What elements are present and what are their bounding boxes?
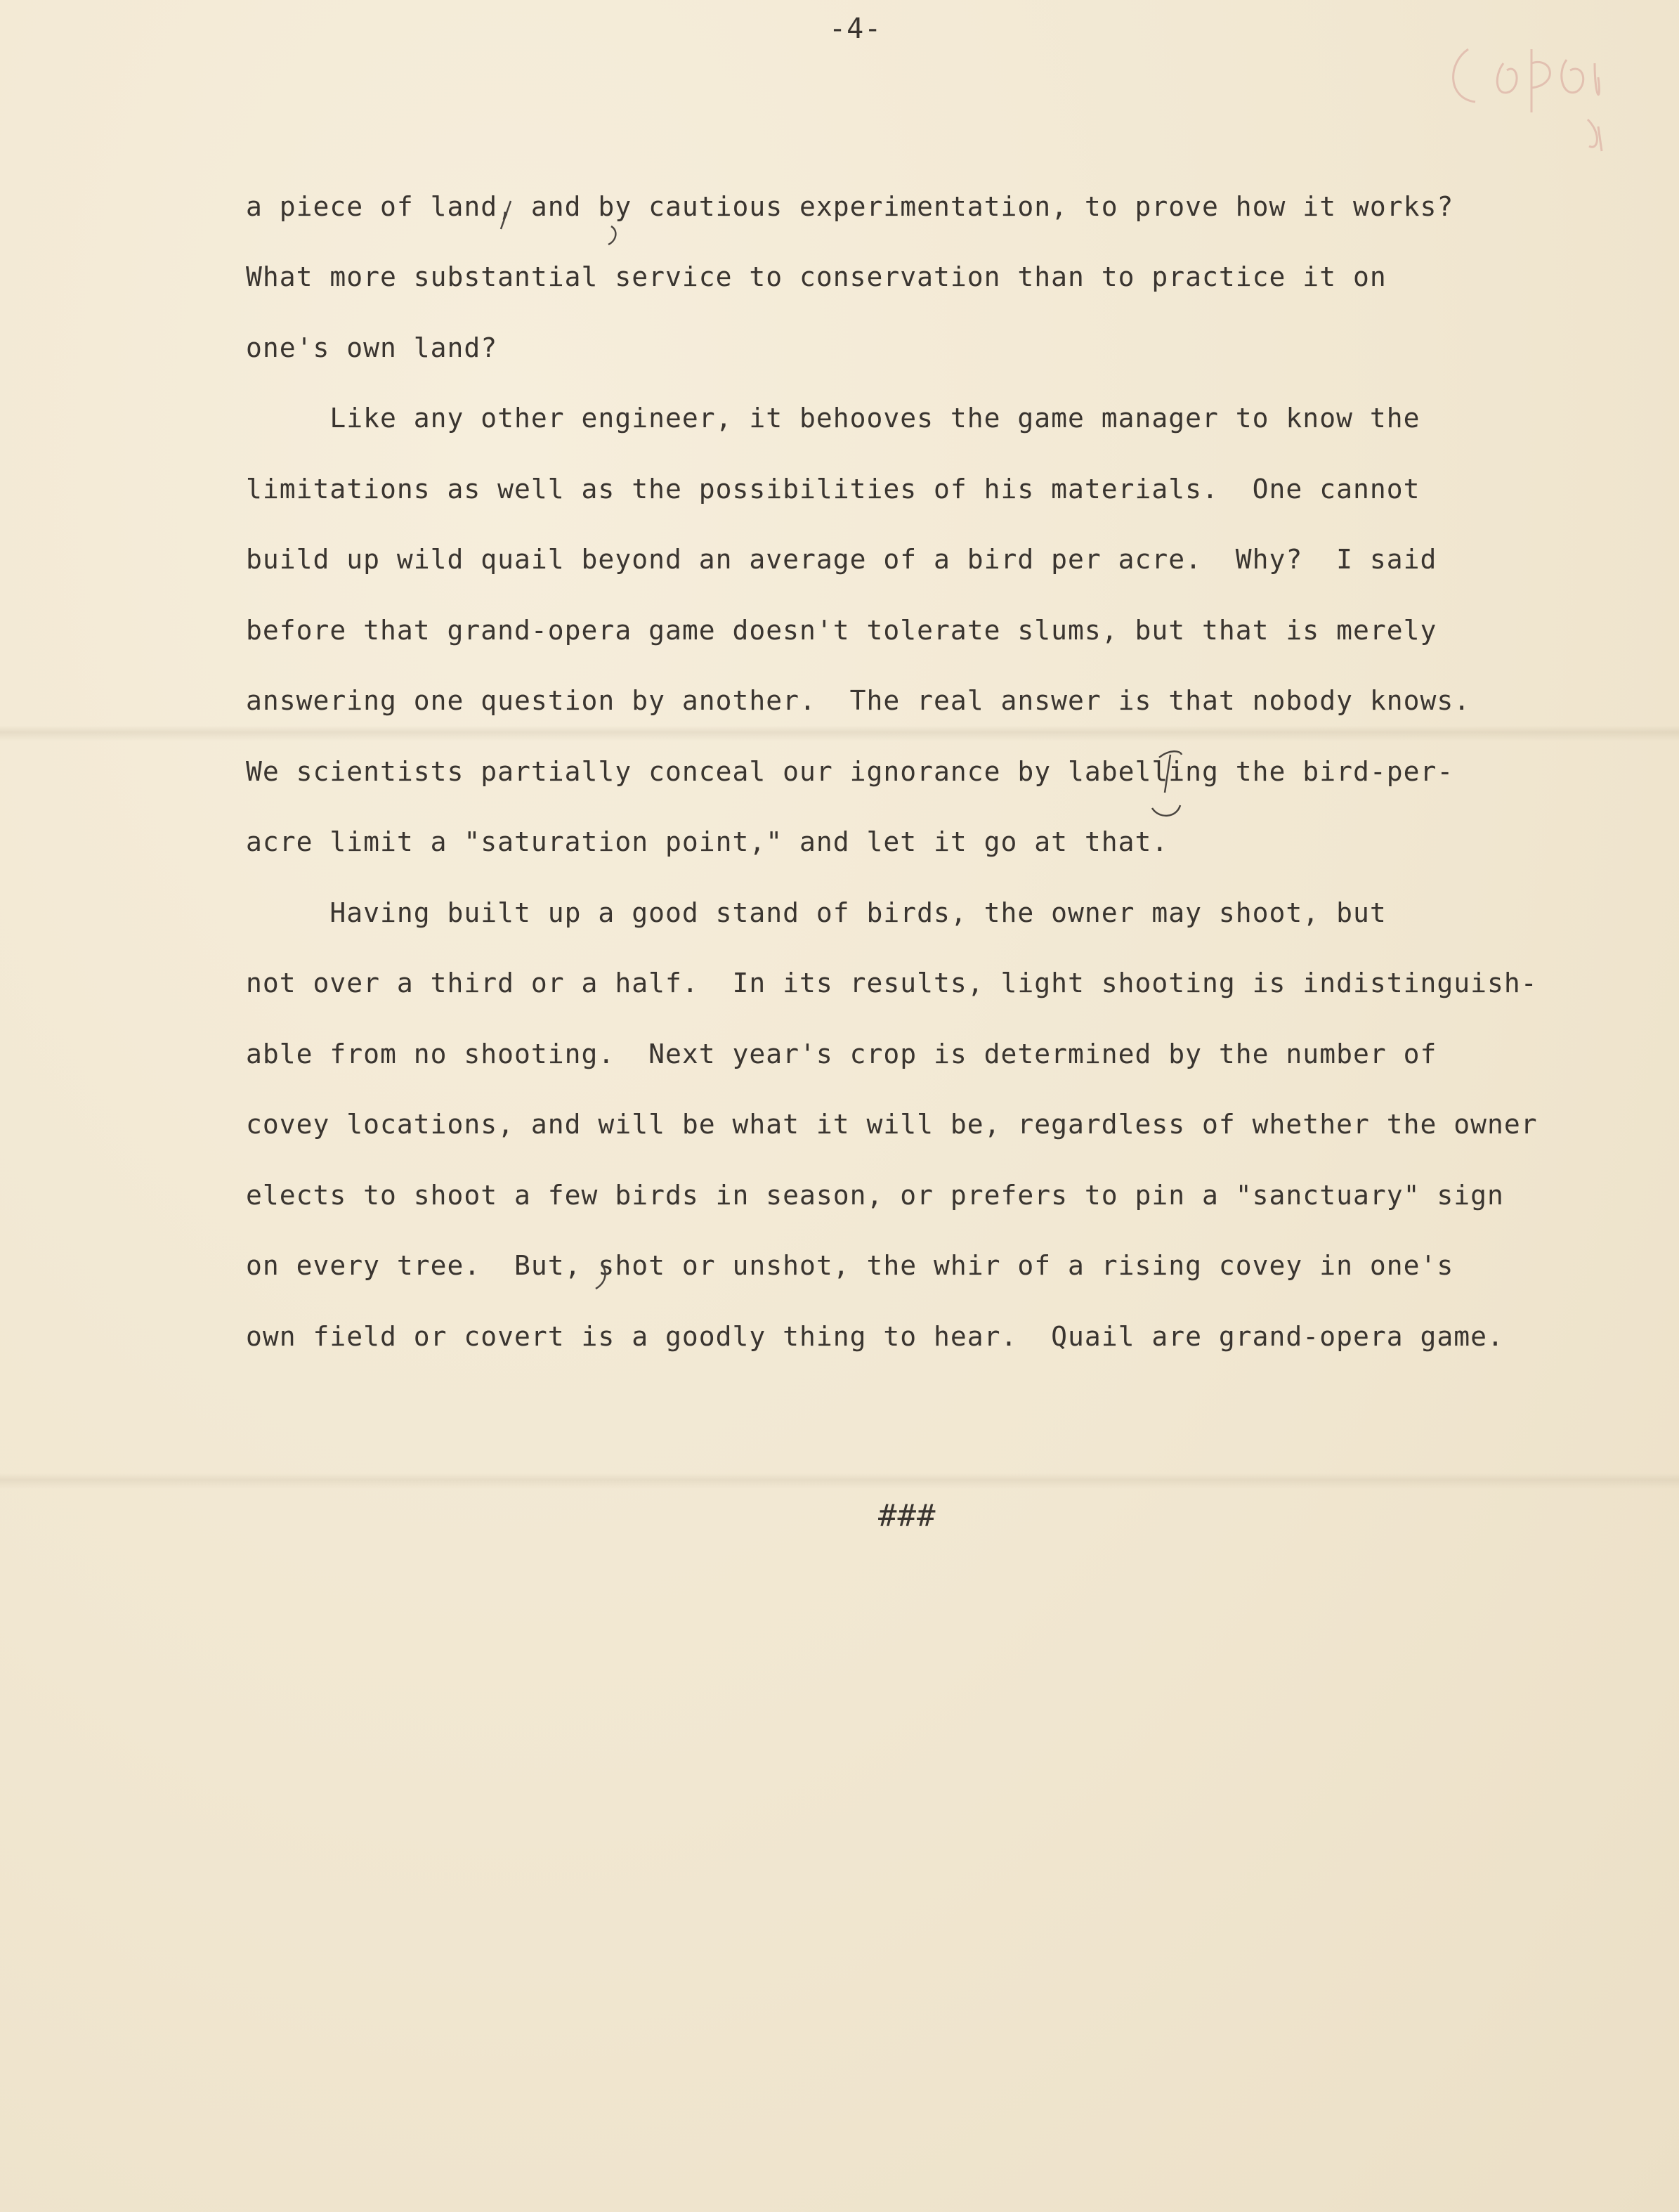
comma-insert-mark-icon <box>592 1259 613 1294</box>
text-line: Having built up a good stand of birds, the owner may shoot, but <box>246 897 1387 928</box>
end-mark: ### <box>878 1498 936 1534</box>
text-line: acre limit a "saturation point," and let it go at that. <box>246 826 1169 857</box>
text-line: able from no shooting. Next year's crop is determined by the number of <box>246 1039 1437 1069</box>
text-line: one's own land? <box>246 332 498 363</box>
text-line: before that grand-opera game doesn't tolerate slums, but that is merely <box>246 615 1437 646</box>
deletion-mark-icon <box>1138 743 1201 821</box>
handwritten-annotation-icon <box>1426 21 1637 155</box>
text-line: build up wild quail beyond an average of a bird per acre. Why? I said <box>246 544 1437 575</box>
text-line: What more substantial service to conservation than to practice it on <box>246 261 1387 292</box>
text-line: on every tree. But, shot or unshot, the whir of a rising covey in one's <box>246 1250 1454 1281</box>
text-line: Like any other engineer, it behooves the game manager to know the <box>246 403 1420 434</box>
text-line: We scientists partially conceal our ignorance by labelling the bird-per- <box>246 756 1454 787</box>
text-line: not over a third or a half. In its results, light shooting is indistinguish- <box>246 968 1538 998</box>
text-line: answering one question by another. The real answer is that nobody knows. <box>246 685 1471 716</box>
comma-insert-mark-icon <box>495 198 516 233</box>
text-line: own field or covert is a goodly thing to hear. Quail are grand-opera game. <box>246 1321 1504 1352</box>
text-line: limitations as well as the possibilities of his materials. One cannot <box>246 474 1420 505</box>
text-line: a piece of land, and by cautious experimentation, to prove how it works? <box>246 191 1454 222</box>
page-number: -4- <box>829 13 882 45</box>
text-line: covey locations, and will be what it will be, regardless of whether the owner <box>246 1109 1538 1140</box>
text-line: elects to shoot a few birds in season, or prefers to pin a "sanctuary" sign <box>246 1180 1504 1211</box>
comma-insert-mark-icon <box>604 223 621 247</box>
